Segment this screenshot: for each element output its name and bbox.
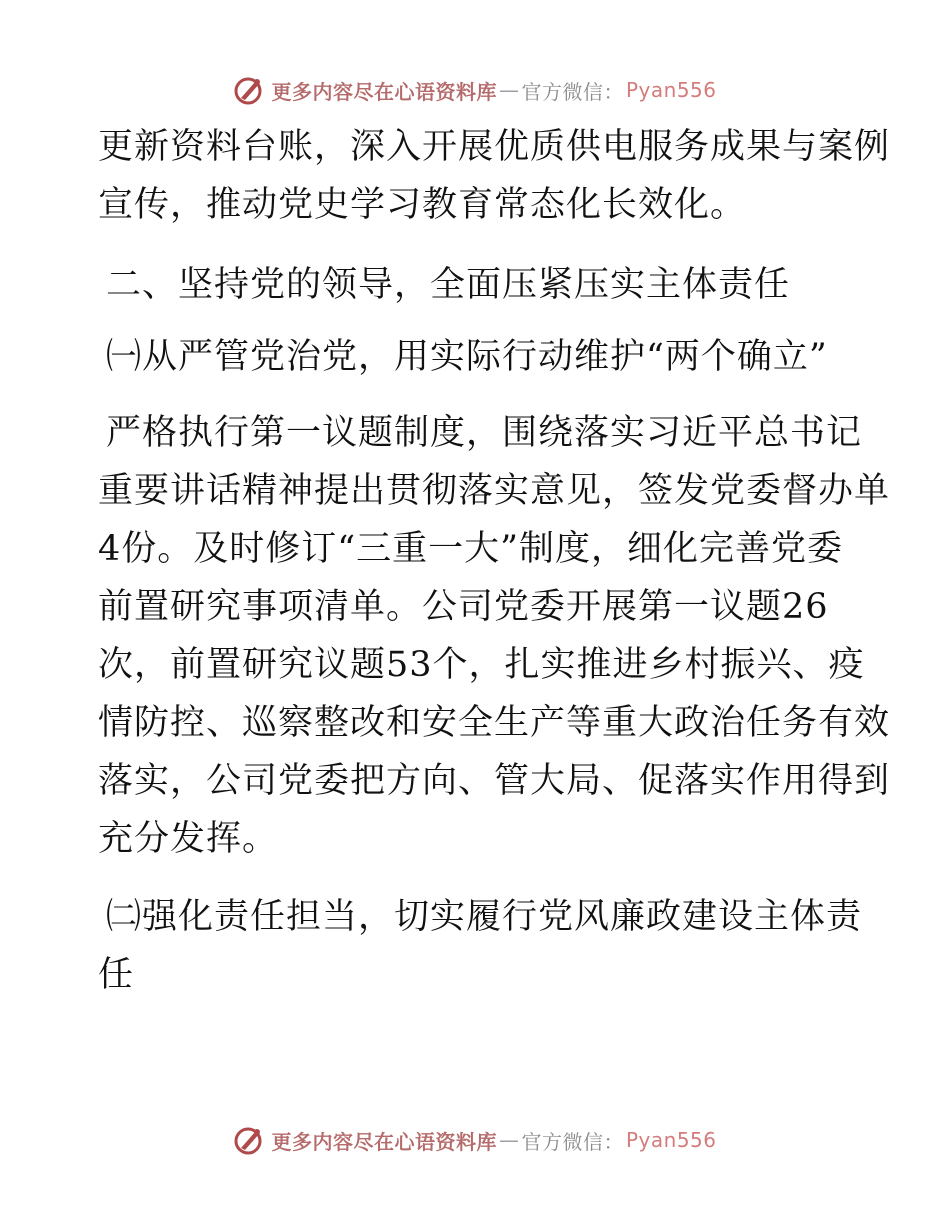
subheading-2: ㈡强化责任担当，切实履行党风廉政建设主体责	[106, 897, 863, 937]
watermark-wechat-id: Pyan556	[625, 78, 717, 102]
footer-watermark	[0, 1120, 950, 1160]
subheading-1: ㈠从严管党治党，用实际行动维护“两个确立”	[106, 337, 828, 377]
watermark-dash: —	[498, 1128, 520, 1152]
paragraph-line: 宣传，推动党史学习教育常态化长效化。	[98, 185, 747, 225]
document-body	[98, 118, 891, 1004]
section-heading: 二、坚持党的领导，全面压紧压实主体责任	[106, 265, 791, 305]
paragraph-line: 前置研究事项清单。公司党委开展第一议题26	[98, 587, 829, 627]
watermark-wechat-label: 官方微信：	[521, 1129, 624, 1154]
brush-logo-icon	[233, 74, 265, 106]
watermark-dash: —	[498, 78, 520, 102]
paragraph-line: 充分发挥。	[98, 819, 279, 859]
paragraph-line: 情防控、巡察整改和安全生产等重大政治任务有效	[98, 703, 891, 743]
paragraph-line: 更新资料台账，深入开展优质供电服务成果与案例	[98, 127, 891, 167]
subheading-2-continued: 任	[98, 955, 135, 995]
paragraph-line: 落实，公司党委把方向、管大局、促落实作用得到	[98, 761, 891, 801]
paragraph-line: 次，前置研究议题53个，扎实推进乡村振兴、疫	[98, 645, 865, 685]
paragraph-line: 4份。及时修订“三重一大”制度，细化完善党委	[98, 529, 844, 569]
paragraph-line: 严格执行第一议题制度，围绕落实习近平总书记	[106, 413, 863, 453]
header-watermark	[0, 70, 950, 110]
paragraph-line: 重要讲话精神提出贯彻落实意见，签发党委督办单	[98, 471, 891, 511]
watermark-site-text: 更多内容尽在心语资料库	[271, 1129, 497, 1154]
watermark-wechat-label: 官方微信：	[521, 79, 624, 104]
watermark-site-text: 更多内容尽在心语资料库	[271, 79, 497, 104]
watermark-wechat-id: Pyan556	[625, 1128, 717, 1152]
brush-logo-icon	[233, 1124, 265, 1156]
